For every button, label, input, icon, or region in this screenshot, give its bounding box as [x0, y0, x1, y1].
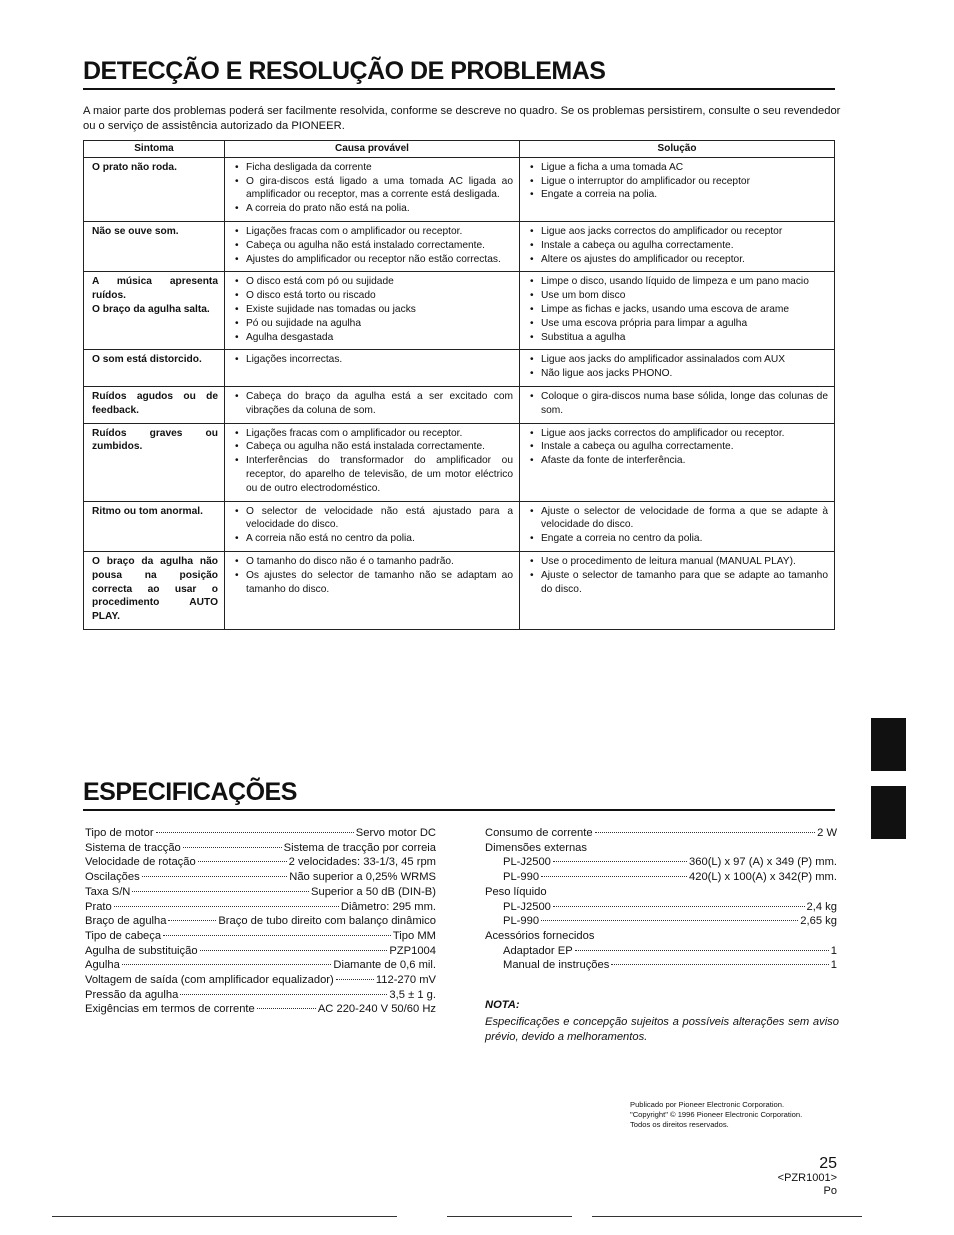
dot-leader — [156, 832, 354, 833]
spec-row — [85, 870, 436, 885]
spec-row — [85, 1002, 436, 1017]
solution-cell — [520, 272, 835, 350]
spec-label: Taxa S/N — [85, 885, 131, 898]
symptom-text: Ruídos graves ou zumbidos. — [92, 427, 218, 453]
solution-item: • Ligue o interruptor do amplificador ou receptor — [528, 175, 828, 189]
spec-label: Dimensões externas — [485, 841, 587, 854]
symptom-cell — [84, 501, 225, 551]
specs-left-column — [85, 826, 436, 1017]
intro-paragraph: A maior parte dos problemas poderá ser facilmente resolvida, conforme se descreve no quadro. Se os problemas persistirem, consulte o seu revendedor ou o serviço de assistência autorizado da PIONEER. — [83, 105, 841, 132]
spec-value: Braço de tubo direito com balanço dinâmico — [218, 915, 436, 928]
solution-item: • Use um bom disco — [528, 289, 828, 303]
solution-cell — [520, 423, 835, 501]
dot-leader — [553, 861, 687, 862]
spec-label: Pressão da agulha — [85, 988, 179, 1001]
solution-cell — [520, 157, 835, 221]
note-title: NOTA: — [485, 999, 520, 1011]
rights-line: Todos os direitos reservados. — [630, 1120, 729, 1129]
cause-item: • A correia do prato não está na polia. — [233, 202, 513, 216]
spec-label: Consumo de corrente — [485, 827, 593, 839]
spec-label: Tipo de motor — [85, 827, 154, 839]
cause-item: • A correia não está no centro da polia. — [233, 532, 513, 546]
symptom-text: O som está distorcido. — [92, 354, 202, 366]
spec-value: Servo motor DC — [355, 827, 436, 839]
spec-value: 2 velocidades: 33-1/3, 45 rpm — [288, 856, 436, 869]
cause-item: • O disco está com pó ou sujidade — [233, 275, 513, 289]
spec-row — [85, 929, 436, 944]
cause-cell — [225, 501, 520, 551]
spec-label: PL-990 — [503, 871, 540, 884]
symptom-text-secondary: O braço da agulha salta. — [92, 303, 210, 315]
cause-item: • Ligações fracas com o amplificador ou receptor. — [233, 427, 513, 441]
cause-item: • O gira-discos está ligado a uma tomada AC ligada ao amplificador ou receptor, mas a corrente está desligada. — [233, 175, 513, 203]
troubleshooting-table — [83, 140, 835, 630]
spec-value: Tipo MM — [392, 929, 436, 942]
dot-leader — [142, 876, 288, 877]
cause-item: • Ajustes do amplificador ou receptor não estão correctas. — [233, 253, 513, 267]
cause-cell — [225, 386, 520, 423]
cause-list — [233, 225, 513, 266]
spec-row — [85, 826, 436, 841]
cause-list — [233, 161, 513, 216]
spec-row — [485, 870, 837, 885]
dot-leader — [180, 994, 387, 995]
symptom-text: O prato não roda. — [92, 161, 177, 173]
solution-item: • Ligue aos jacks do amplificador assinalados com AUX — [528, 353, 828, 367]
dot-leader — [183, 847, 282, 848]
spec-label: Manual de instruções — [503, 959, 610, 972]
spec-label: Sistema de tracção — [85, 841, 181, 854]
spec-row — [85, 973, 436, 988]
dot-leader — [168, 920, 216, 921]
spec-row — [85, 841, 436, 856]
dot-leader — [132, 891, 309, 892]
spec-label: Agulha de substituição — [85, 944, 198, 957]
title-rule — [83, 88, 835, 90]
solution-cell — [520, 221, 835, 271]
page-code — [778, 1172, 837, 1198]
publisher-line: Publicado por Pioneer Electronic Corporation. — [630, 1100, 785, 1109]
solution-item: • Ajuste o selector de velocidade de forma a que se adapte à velocidade do disco. — [528, 505, 828, 533]
cause-item: • Ficha desligada da corrente — [233, 161, 513, 175]
symptom-cell — [84, 386, 225, 423]
dot-leader — [553, 906, 805, 907]
spec-label: Voltagem de saída (com amplificador equalizador) — [85, 974, 334, 987]
spec-row — [485, 944, 837, 959]
spec-row — [485, 855, 837, 870]
solution-item: • Use o procedimento de leitura manual (MANUAL PLAY). — [528, 555, 828, 569]
spec-value: AC 220-240 V 50/60 Hz — [317, 1003, 436, 1016]
footer-rule-3 — [592, 1216, 862, 1217]
note-text: Especificações e concepção sujeitos a possíveis alterações sem aviso prévio, devido a melhoramentos. — [485, 1016, 839, 1043]
spec-value: 360(L) x 97 (A) x 349 (P) mm. — [689, 856, 837, 869]
publisher-info — [630, 1100, 802, 1130]
cause-item: • Pó ou sujidade na agulha — [233, 317, 513, 331]
header-solution: Solução — [520, 141, 835, 158]
document-code: <PZR1001> — [777, 1172, 837, 1184]
copyright-line: "Copyright" © 1996 Pioneer Electronic Corporation. — [630, 1110, 803, 1119]
dot-leader — [575, 950, 829, 951]
cause-item: • O tamanho do disco não é o tamanho padrão. — [233, 555, 513, 569]
solution-list — [528, 353, 828, 381]
spec-row — [85, 914, 436, 929]
spec-label: PL-J2500 — [503, 900, 551, 913]
solution-item: • Limpe o disco, usando líquido de limpeza e um pano macio — [528, 275, 828, 289]
solution-item: • Limpe as fichas e jacks, usando uma escova de arame — [528, 303, 828, 317]
cause-item: • Existe sujidade nas tomadas ou jacks — [233, 303, 513, 317]
solution-item: • Ligue a ficha a uma tomada AC — [528, 161, 828, 175]
cause-list — [233, 555, 513, 596]
spec-label: PL-J2500 — [503, 856, 551, 869]
cause-cell — [225, 221, 520, 271]
cause-item: • Ligações fracas com o amplificador ou receptor. — [233, 225, 513, 239]
solution-cell — [520, 551, 835, 629]
symptom-cell — [84, 551, 225, 629]
solution-cell — [520, 501, 835, 551]
solution-item: • Ligue aos jacks correctos do amplificador ou receptor — [528, 225, 828, 239]
cause-item: • Interferências do transformador do amplificador ou receptor, do aparelho de televisão, de um motor eléctrico ou de outro electrodoméstico. — [233, 454, 513, 495]
spec-label: Braço de agulha — [85, 915, 167, 928]
symptom-text: O braço da agulha não pousa na posição correcta ao usar o procedimento AUTO PLAY. — [92, 555, 218, 623]
spec-row — [85, 855, 436, 870]
cause-item: • Cabeça ou agulha não está instalado correctamente. — [233, 239, 513, 253]
solution-list — [528, 505, 828, 546]
spec-label: Velocidade de rotação — [85, 856, 196, 869]
cause-cell — [225, 350, 520, 387]
solution-item: • Não ligue aos jacks PHONO. — [528, 367, 828, 381]
cause-item: • O selector de velocidade não está ajustado para a velocidade do disco. — [233, 505, 513, 533]
spec-label: Prato — [85, 900, 112, 913]
page-number: 25 — [819, 1155, 837, 1172]
cause-item: • Cabeça ou agulha não está instalada correctamente. — [233, 440, 513, 454]
spec-value: 2,65 kg — [800, 915, 837, 928]
spec-value: 1 — [830, 959, 837, 972]
spec-value: 2 W — [817, 827, 837, 839]
table-row — [84, 423, 835, 501]
footer-rule-2 — [447, 1216, 572, 1217]
specs-right-column — [485, 826, 837, 973]
spec-row — [85, 958, 436, 973]
cause-list — [233, 390, 513, 418]
solution-item: • Coloque o gira-discos numa base sólida, longe das colunas de som. — [528, 390, 828, 418]
solution-list — [528, 427, 828, 468]
solution-item: • Engate a correia no centro da polia. — [528, 532, 828, 546]
language-code: Po — [823, 1185, 837, 1197]
dot-leader — [257, 1008, 316, 1009]
solution-cell — [520, 386, 835, 423]
spec-value: Diâmetro: 295 mm. — [340, 900, 436, 913]
cause-item: • Cabeça do braço da agulha está a ser excitado com vibrações da coluna de som. — [233, 390, 513, 418]
spec-label: PL-990 — [503, 915, 540, 928]
solution-item: • Substitua a agulha — [528, 331, 828, 345]
spec-value: Não superior a 0,25% WRMS — [289, 871, 436, 884]
spec-label: Exigências em termos de corrente — [85, 1003, 255, 1016]
spec-row — [485, 826, 837, 841]
solution-item: • Ligue aos jacks correctos do amplificador ou receptor. — [528, 427, 828, 441]
solution-list — [528, 555, 828, 596]
spec-row — [485, 958, 837, 973]
dot-leader — [595, 832, 816, 833]
cause-item: • Ligações incorrectas. — [233, 353, 513, 367]
table-row — [84, 221, 835, 271]
table-row — [84, 350, 835, 387]
symptom-cell — [84, 221, 225, 271]
solution-item: • Instale a cabeça ou agulha correctamente. — [528, 440, 828, 454]
spec-value: Superior a 50 dB (DIN-B) — [311, 885, 436, 898]
symptom-text: Ritmo ou tom anormal. — [92, 505, 203, 517]
spec-row — [85, 885, 436, 900]
spec-value: 3,5 ± 1 g. — [389, 988, 436, 1001]
spec-value: 420(L) x 100(A) x 342(P) mm. — [689, 871, 837, 884]
spec-value: Diamante de 0,6 mil. — [333, 959, 436, 972]
solution-list — [528, 275, 828, 344]
table-row — [84, 501, 835, 551]
dot-leader — [541, 920, 798, 921]
solution-list — [528, 225, 828, 266]
dot-leader — [541, 876, 687, 877]
spec-label: Tipo de cabeça — [85, 929, 162, 942]
symptom-text: Ruídos agudos ou de feedback. — [92, 390, 218, 416]
section-marker-top — [871, 718, 906, 771]
table-row — [84, 157, 835, 221]
spec-label: Acessórios fornecidos — [485, 929, 595, 942]
header-cause: Causa provável — [225, 141, 520, 158]
cause-list — [233, 353, 513, 367]
dot-leader — [611, 964, 828, 965]
table-row — [84, 386, 835, 423]
dot-leader — [163, 935, 391, 936]
symptom-cell — [84, 272, 225, 350]
spec-row — [485, 914, 837, 929]
spec-label: Adaptador EP — [503, 944, 573, 957]
spec-row — [85, 900, 436, 915]
cause-list — [233, 275, 513, 344]
spec-value: 1 — [830, 944, 837, 957]
cause-list — [233, 505, 513, 546]
spec-label: Oscilações — [85, 871, 140, 884]
cause-item: • O disco está torto ou riscado — [233, 289, 513, 303]
dot-leader — [114, 906, 339, 907]
table-row — [84, 272, 835, 350]
troubleshooting-title: DETECÇÃO E RESOLUÇÃO DE PROBLEMAS — [83, 57, 606, 85]
symptom-cell — [84, 350, 225, 387]
specs-rule — [83, 809, 835, 811]
dot-leader — [336, 979, 374, 980]
symptom-cell — [84, 157, 225, 221]
cause-cell — [225, 423, 520, 501]
header-symptom: Sintoma — [84, 141, 225, 158]
table-row — [84, 551, 835, 629]
footer-rule-1 — [52, 1216, 397, 1217]
solution-item: • Altere os ajustes do amplificador ou receptor. — [528, 253, 828, 267]
solution-item: • Afaste da fonte de interferência. — [528, 454, 828, 468]
solution-list — [528, 161, 828, 202]
spec-value: 2,4 kg — [806, 900, 837, 913]
spec-row — [85, 944, 436, 959]
solution-list — [528, 390, 828, 418]
solution-item: • Use uma escova própria para limpar a agulha — [528, 317, 828, 331]
solution-item: • Instale a cabeça ou agulha correctamente. — [528, 239, 828, 253]
dot-leader — [200, 950, 388, 951]
spec-row — [85, 988, 436, 1003]
spec-value: PZP1004 — [389, 944, 436, 957]
cause-item: • Os ajustes do selector de tamanho não se adaptam ao tamanho do disco. — [233, 569, 513, 597]
spec-row — [485, 900, 837, 915]
dot-leader — [122, 964, 332, 965]
spec-row — [485, 885, 837, 900]
spec-label: Peso líquido — [485, 885, 547, 898]
cause-cell — [225, 157, 520, 221]
spec-value: Sistema de tracção por correia — [283, 841, 436, 854]
solution-cell — [520, 350, 835, 387]
cause-list — [233, 427, 513, 496]
section-marker-bottom — [871, 786, 906, 839]
spec-value: 112-270 mV — [375, 974, 436, 987]
spec-row — [485, 841, 837, 856]
symptom-text: A música apresenta ruídos. — [92, 276, 218, 302]
cause-item: • Agulha desgastada — [233, 331, 513, 345]
spec-row — [485, 929, 837, 944]
cause-cell — [225, 272, 520, 350]
cause-cell — [225, 551, 520, 629]
solution-item: • Engate a correia na polia. — [528, 188, 828, 202]
solution-item: • Ajuste o selector de tamanho para que se adapte ao tamanho do disco. — [528, 569, 828, 597]
symptom-text: Não se ouve som. — [92, 225, 179, 237]
spec-label: Agulha — [85, 959, 120, 972]
symptom-cell — [84, 423, 225, 501]
specs-title: ESPECIFICAÇÕES — [83, 778, 297, 806]
dot-leader — [198, 861, 287, 862]
